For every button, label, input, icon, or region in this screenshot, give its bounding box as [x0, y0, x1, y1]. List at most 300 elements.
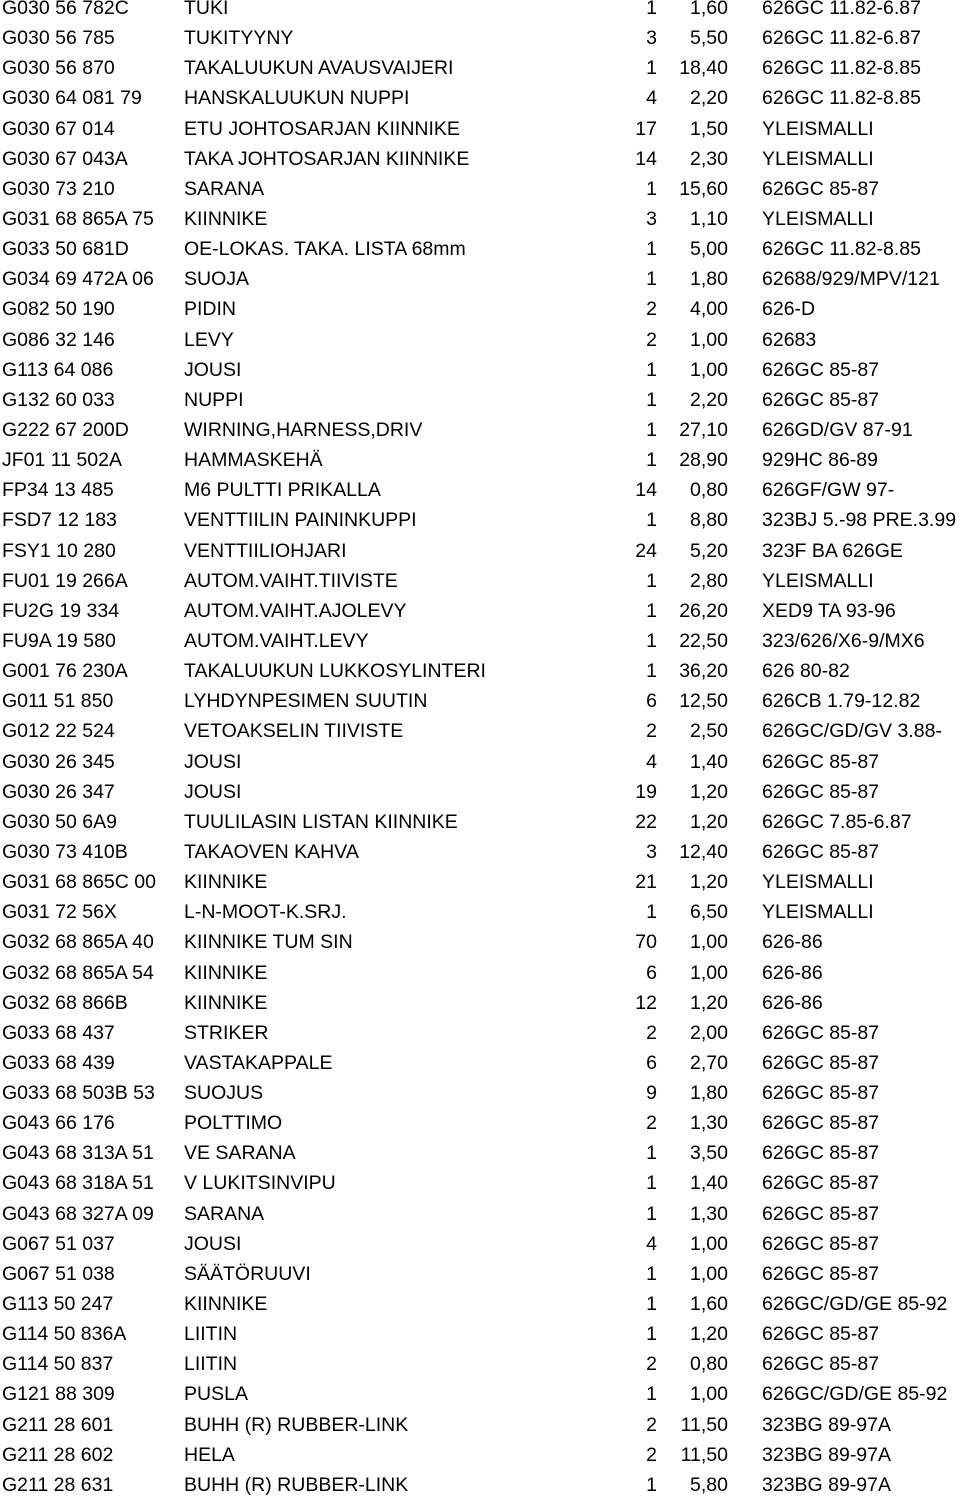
table-row — [0, 1168, 960, 1198]
part-description: JOUSI — [184, 780, 242, 803]
quantity: 1 — [646, 57, 657, 80]
part-number: G067 51 038 — [2, 1262, 115, 1285]
price: 1,60 — [690, 0, 728, 19]
quantity: 1 — [646, 449, 657, 472]
part-number: G132 60 033 — [2, 388, 115, 411]
table-row — [0, 927, 960, 957]
quantity: 1 — [646, 1473, 657, 1496]
model-applicability: 323F BA 626GE — [762, 539, 903, 562]
model-applicability: 626GF/GW 97- — [762, 479, 895, 502]
model-applicability: 626-86 — [762, 991, 823, 1014]
price: 2,70 — [690, 1051, 728, 1074]
quantity: 3 — [646, 27, 657, 50]
table-row — [0, 264, 960, 294]
table-row — [0, 1470, 960, 1500]
model-applicability: 626-86 — [762, 931, 823, 954]
model-applicability: 929HC 86-89 — [762, 449, 878, 472]
model-applicability: 626GC 85-87 — [762, 177, 880, 200]
part-description: KIINNIKE — [184, 991, 268, 1014]
part-description: TAKA JOHTOSARJAN KIINNIKE — [184, 147, 470, 170]
part-description: VETOAKSELIN TIIVISTE — [184, 720, 404, 743]
model-applicability: 626GC 11.82-8.85 — [762, 87, 921, 110]
price: 1,50 — [690, 117, 728, 140]
part-description: OE-LOKAS. TAKA. LISTA 68mm — [184, 238, 466, 261]
quantity: 1 — [646, 358, 657, 381]
price: 1,00 — [690, 1383, 728, 1406]
model-applicability: 626GD/GV 87-91 — [762, 418, 913, 441]
table-row — [0, 747, 960, 777]
quantity: 2 — [646, 1021, 657, 1044]
part-number: G030 67 014 — [2, 117, 115, 140]
part-number: G086 32 146 — [2, 328, 115, 351]
quantity: 6 — [646, 961, 657, 984]
table-row — [0, 1379, 960, 1409]
part-number: G033 50 681D — [2, 238, 129, 261]
model-applicability: 626-86 — [762, 961, 823, 984]
part-number: G030 56 870 — [2, 57, 115, 80]
table-row — [0, 1108, 960, 1138]
model-applicability: 626 80-82 — [762, 660, 850, 683]
table-row — [0, 1048, 960, 1078]
price: 5,20 — [690, 539, 728, 562]
price: 12,50 — [679, 690, 728, 713]
part-description: KIINNIKE TUM SIN — [184, 931, 353, 954]
part-number: G030 56 785 — [2, 27, 115, 50]
quantity: 1 — [646, 418, 657, 441]
quantity: 2 — [646, 1112, 657, 1135]
part-description: NUPPI — [184, 388, 244, 411]
model-applicability: 323/626/X6-9/MX6 — [762, 629, 925, 652]
part-number: G082 50 190 — [2, 298, 115, 321]
table-row — [0, 777, 960, 807]
part-number: G113 50 247 — [2, 1293, 114, 1316]
part-number: G032 68 866B — [2, 991, 128, 1014]
price: 1,60 — [690, 1293, 728, 1316]
table-row — [0, 1259, 960, 1289]
price: 2,20 — [690, 87, 728, 110]
model-applicability: 626GC 85-87 — [762, 1082, 880, 1105]
part-number: G001 76 230A — [2, 660, 128, 683]
price: 1,40 — [690, 750, 728, 773]
model-applicability: 323BG 89-97A — [762, 1473, 892, 1496]
part-description: TAKALUUKUN LUKKOSYLINTERI — [184, 660, 486, 683]
price: 2,50 — [690, 720, 728, 743]
model-applicability: 626GC 85-87 — [762, 1021, 880, 1044]
quantity: 14 — [635, 479, 657, 502]
part-description: M6 PULTTI PRIKALLA — [184, 479, 381, 502]
price: 1,20 — [690, 991, 728, 1014]
quantity: 1 — [646, 177, 657, 200]
price: 1,00 — [690, 1262, 728, 1285]
quantity: 1 — [646, 0, 657, 19]
part-description: POLTTIMO — [184, 1112, 283, 1135]
quantity: 19 — [635, 780, 657, 803]
part-description: HAMMASKEHÄ — [184, 449, 323, 472]
quantity: 17 — [635, 117, 657, 140]
quantity: 9 — [646, 1082, 657, 1105]
price: 1,30 — [690, 1112, 728, 1135]
price: 8,80 — [690, 509, 728, 532]
price: 11,50 — [680, 1443, 728, 1466]
part-description: AUTOM.VAIHT.AJOLEVY — [184, 599, 407, 622]
part-description: HELA — [184, 1443, 235, 1466]
table-row — [0, 686, 960, 716]
quantity: 2 — [646, 1353, 657, 1376]
part-number: FSD7 12 183 — [2, 509, 117, 532]
model-applicability: 626GC 85-87 — [762, 1202, 880, 1225]
part-number: G033 68 437 — [2, 1021, 115, 1044]
part-description: KIINNIKE — [184, 207, 268, 230]
model-applicability: XED9 TA 93-96 — [762, 599, 896, 622]
part-description: VENTTIILIOHJARI — [184, 539, 347, 562]
table-row — [0, 867, 960, 897]
model-applicability: 626GC 85-87 — [762, 388, 880, 411]
model-applicability: 323BG 89-97A — [762, 1443, 892, 1466]
part-description: AUTOM.VAIHT.LEVY — [184, 629, 369, 652]
quantity: 2 — [646, 1443, 657, 1466]
part-description: SARANA — [184, 1202, 265, 1225]
price: 1,20 — [690, 810, 728, 833]
table-row — [0, 988, 960, 1018]
part-number: G030 50 6A9 — [2, 810, 117, 833]
part-number: G067 51 037 — [2, 1232, 115, 1255]
model-applicability: 626GC 11.82-8.85 — [762, 238, 921, 261]
table-row — [0, 204, 960, 234]
part-description: VENTTIILIN PAININKUPPI — [184, 509, 417, 532]
part-description: SARANA — [184, 177, 265, 200]
part-description: JOUSI — [184, 358, 242, 381]
table-row — [0, 1440, 960, 1470]
table-row — [0, 1410, 960, 1440]
model-applicability: 626GC 85-87 — [762, 1262, 880, 1285]
table-row — [0, 897, 960, 927]
quantity: 3 — [646, 207, 657, 230]
part-number: G031 68 865C 00 — [2, 871, 156, 894]
quantity: 6 — [646, 1051, 657, 1074]
part-description: TAKALUUKUN AVAUSVAIJERI — [184, 57, 454, 80]
part-number: G033 68 439 — [2, 1051, 115, 1074]
quantity: 1 — [646, 569, 657, 592]
table-row — [0, 958, 960, 988]
price: 12,40 — [679, 840, 728, 863]
part-description: L-N-MOOT-K.SRJ. — [184, 901, 347, 924]
price: 1,10 — [690, 207, 728, 230]
price: 26,20 — [679, 599, 728, 622]
table-row — [0, 1349, 960, 1379]
part-number: G211 28 601 — [2, 1413, 114, 1436]
price: 11,50 — [680, 1413, 728, 1436]
quantity: 1 — [646, 388, 657, 411]
part-description: BUHH (R) RUBBER-LINK — [184, 1413, 409, 1436]
model-applicability: 626GC 7.85-6.87 — [762, 810, 912, 833]
part-number: G121 88 309 — [2, 1383, 115, 1406]
table-row — [0, 0, 960, 23]
quantity: 22 — [635, 810, 657, 833]
table-row — [0, 174, 960, 204]
price: 36,20 — [679, 660, 728, 683]
price: 1,00 — [690, 1232, 728, 1255]
model-applicability: 626GC/GD/GE 85-92 — [762, 1293, 948, 1316]
quantity: 1 — [646, 238, 657, 261]
table-row — [0, 144, 960, 174]
table-row — [0, 1319, 960, 1349]
quantity: 1 — [646, 268, 657, 291]
table-row — [0, 325, 960, 355]
part-description: KIINNIKE — [184, 1293, 268, 1316]
part-description: WIRNING,HARNESS,DRIV — [184, 418, 423, 441]
model-applicability: 626GC/GD/GE 85-92 — [762, 1383, 948, 1406]
part-number: FU2G 19 334 — [2, 599, 120, 622]
model-applicability: YLEISMALLI — [762, 901, 874, 924]
price: 1,80 — [690, 1082, 728, 1105]
table-row — [0, 1138, 960, 1168]
part-number: G114 50 836A — [2, 1323, 127, 1346]
part-number: G030 26 347 — [2, 780, 115, 803]
quantity: 2 — [646, 298, 657, 321]
model-applicability: 626GC 85-87 — [762, 840, 880, 863]
table-row — [0, 1199, 960, 1229]
quantity: 4 — [646, 750, 657, 773]
part-number: G031 68 865A 75 — [2, 207, 154, 230]
price: 5,00 — [690, 238, 728, 261]
price: 18,40 — [679, 57, 728, 80]
part-description: SÄÄTÖRUUVI — [184, 1262, 311, 1285]
part-number: G012 22 524 — [2, 720, 115, 743]
table-row — [0, 596, 960, 626]
quantity: 21 — [635, 871, 657, 894]
model-applicability: 626GC/GD/GV 3.88- — [762, 720, 942, 743]
part-description: AUTOM.VAIHT.TIIVISTE — [184, 569, 398, 592]
model-applicability: YLEISMALLI — [762, 871, 874, 894]
part-description: TUKI — [184, 0, 229, 19]
quantity: 1 — [646, 1172, 657, 1195]
model-applicability: 62688/929/MPV/121 — [762, 268, 940, 291]
model-applicability: 626GC 11.82-6.87 — [762, 27, 921, 50]
part-number: G030 56 782C — [2, 0, 129, 19]
quantity: 1 — [646, 660, 657, 683]
price: 1,20 — [690, 871, 728, 894]
table-row — [0, 837, 960, 867]
price: 1,40 — [690, 1172, 728, 1195]
price: 1,30 — [690, 1202, 728, 1225]
model-applicability: 626GC 85-87 — [762, 1112, 880, 1135]
table-row — [0, 807, 960, 837]
price: 0,80 — [690, 479, 728, 502]
model-applicability: 626GC 85-87 — [762, 1051, 880, 1074]
part-number: FU01 19 266A — [2, 569, 128, 592]
part-description: KIINNIKE — [184, 871, 268, 894]
part-number: G211 28 631 — [2, 1473, 114, 1496]
quantity: 12 — [635, 991, 657, 1014]
price: 2,00 — [690, 1021, 728, 1044]
quantity: 6 — [646, 690, 657, 713]
part-description: KIINNIKE — [184, 961, 268, 984]
quantity: 4 — [646, 1232, 657, 1255]
price: 27,10 — [679, 418, 728, 441]
quantity: 24 — [635, 539, 657, 562]
model-applicability: 323BG 89-97A — [762, 1413, 892, 1436]
part-number: G043 68 327A 09 — [2, 1202, 154, 1225]
part-description: TUULILASIN LISTAN KIINNIKE — [184, 810, 458, 833]
model-applicability: 626-D — [762, 298, 816, 321]
price: 5,50 — [690, 27, 728, 50]
quantity: 1 — [646, 1383, 657, 1406]
table-row — [0, 445, 960, 475]
part-description: ETU JOHTOSARJAN KIINNIKE — [184, 117, 460, 140]
price: 1,00 — [690, 931, 728, 954]
quantity: 70 — [635, 931, 657, 954]
quantity: 2 — [646, 1413, 657, 1436]
price: 1,00 — [690, 358, 728, 381]
table-row — [0, 23, 960, 53]
model-applicability: 626GC 85-87 — [762, 1172, 880, 1195]
model-applicability: YLEISMALLI — [762, 117, 874, 140]
part-number: FU9A 19 580 — [2, 629, 116, 652]
part-number: G114 50 837 — [2, 1353, 114, 1376]
table-row — [0, 1289, 960, 1319]
part-description: V LUKITSINVIPU — [184, 1172, 336, 1195]
table-row — [0, 83, 960, 113]
part-description: HANSKALUUKUN NUPPI — [184, 87, 410, 110]
part-description: LIITIN — [184, 1323, 238, 1346]
price: 28,90 — [679, 449, 728, 472]
table-row — [0, 505, 960, 535]
part-number: G030 67 043A — [2, 147, 128, 170]
part-number: G043 66 176 — [2, 1112, 115, 1135]
table-row — [0, 385, 960, 415]
part-number: G030 64 081 79 — [2, 87, 142, 110]
model-applicability: 323BJ 5.-98 PRE.3.99 — [762, 509, 957, 532]
quantity: 2 — [646, 328, 657, 351]
part-number: JF01 11 502A — [2, 449, 122, 472]
part-number: G030 73 210 — [2, 177, 115, 200]
price: 1,80 — [690, 268, 728, 291]
model-applicability: YLEISMALLI — [762, 147, 874, 170]
table-row — [0, 626, 960, 656]
part-description: BUHH (R) RUBBER-LINK — [184, 1473, 409, 1496]
table-row — [0, 294, 960, 324]
price: 2,20 — [690, 388, 728, 411]
part-number: G030 26 345 — [2, 750, 115, 773]
part-description: JOUSI — [184, 750, 242, 773]
quantity: 1 — [646, 599, 657, 622]
price: 1,20 — [690, 1323, 728, 1346]
table-row — [0, 1018, 960, 1048]
part-description: TAKAOVEN KAHVA — [184, 840, 359, 863]
table-row — [0, 234, 960, 264]
quantity: 1 — [646, 1293, 657, 1316]
model-applicability: 626GC 85-87 — [762, 750, 880, 773]
part-number: FSY1 10 280 — [2, 539, 116, 562]
model-applicability: YLEISMALLI — [762, 569, 874, 592]
table-row — [0, 536, 960, 566]
price: 6,50 — [690, 901, 728, 924]
price: 2,80 — [690, 569, 728, 592]
model-applicability: 626CB 1.79-12.82 — [762, 690, 921, 713]
quantity: 4 — [646, 87, 657, 110]
part-description: TUKITYYNY — [184, 27, 294, 50]
quantity: 1 — [646, 1142, 657, 1165]
part-description: SUOJA — [184, 268, 250, 291]
table-row — [0, 566, 960, 596]
quantity: 1 — [646, 1262, 657, 1285]
part-description: SUOJUS — [184, 1082, 264, 1105]
part-number: G032 68 865A 40 — [2, 931, 154, 954]
part-number: G033 68 503B 53 — [2, 1082, 155, 1105]
table-row — [0, 415, 960, 445]
price: 4,00 — [690, 298, 728, 321]
part-description: VE SARANA — [184, 1142, 296, 1165]
model-applicability: 626GC 11.82-6.87 — [762, 0, 921, 19]
model-applicability: 626GC 85-87 — [762, 358, 880, 381]
price: 1,00 — [690, 328, 728, 351]
table-row — [0, 355, 960, 385]
model-applicability: 62683 — [762, 328, 817, 351]
part-description: LIITIN — [184, 1353, 238, 1376]
part-number: G043 68 318A 51 — [2, 1172, 154, 1195]
quantity: 1 — [646, 901, 657, 924]
part-description: VASTAKAPPALE — [184, 1051, 333, 1074]
model-applicability: 626GC 85-87 — [762, 1142, 880, 1165]
model-applicability: YLEISMALLI — [762, 207, 874, 230]
table-row — [0, 114, 960, 144]
quantity: 14 — [635, 147, 657, 170]
table-row — [0, 716, 960, 746]
quantity: 1 — [646, 509, 657, 532]
price: 1,20 — [690, 780, 728, 803]
price: 5,80 — [690, 1473, 728, 1496]
table-row — [0, 656, 960, 686]
part-number: G113 64 086 — [2, 358, 114, 381]
part-number: FP34 13 485 — [2, 479, 114, 502]
table-row — [0, 53, 960, 83]
price: 22,50 — [679, 629, 728, 652]
price: 2,30 — [690, 147, 728, 170]
part-description: PUSLA — [184, 1383, 248, 1406]
model-applicability: 626GC 85-87 — [762, 1232, 880, 1255]
quantity: 2 — [646, 720, 657, 743]
part-number: G032 68 865A 54 — [2, 961, 154, 984]
model-applicability: 626GC 85-87 — [762, 1323, 880, 1346]
table-row — [0, 1078, 960, 1108]
model-applicability: 626GC 85-87 — [762, 780, 880, 803]
part-description: LEVY — [184, 328, 234, 351]
price: 3,50 — [690, 1142, 728, 1165]
part-number: G011 51 850 — [2, 690, 114, 713]
part-number: G034 69 472A 06 — [2, 268, 154, 291]
price: 1,00 — [690, 961, 728, 984]
part-number: G211 28 602 — [2, 1443, 114, 1466]
table-row — [0, 475, 960, 505]
model-applicability: 626GC 85-87 — [762, 1353, 880, 1376]
part-number: G222 67 200D — [2, 418, 129, 441]
part-number: G030 73 410B — [2, 840, 128, 863]
model-applicability: 626GC 11.82-8.85 — [762, 57, 921, 80]
part-description: LYHDYNPESIMEN SUUTIN — [184, 690, 428, 713]
quantity: 1 — [646, 629, 657, 652]
part-description: STRIKER — [184, 1021, 269, 1044]
price: 15,60 — [679, 177, 728, 200]
part-number: G031 72 56X — [2, 901, 117, 924]
quantity: 3 — [646, 840, 657, 863]
quantity: 1 — [646, 1202, 657, 1225]
part-description: JOUSI — [184, 1232, 242, 1255]
part-description: PIDIN — [184, 298, 237, 321]
part-number: G043 68 313A 51 — [2, 1142, 154, 1165]
table-row — [0, 1229, 960, 1259]
price: 0,80 — [690, 1353, 728, 1376]
quantity: 1 — [646, 1323, 657, 1346]
